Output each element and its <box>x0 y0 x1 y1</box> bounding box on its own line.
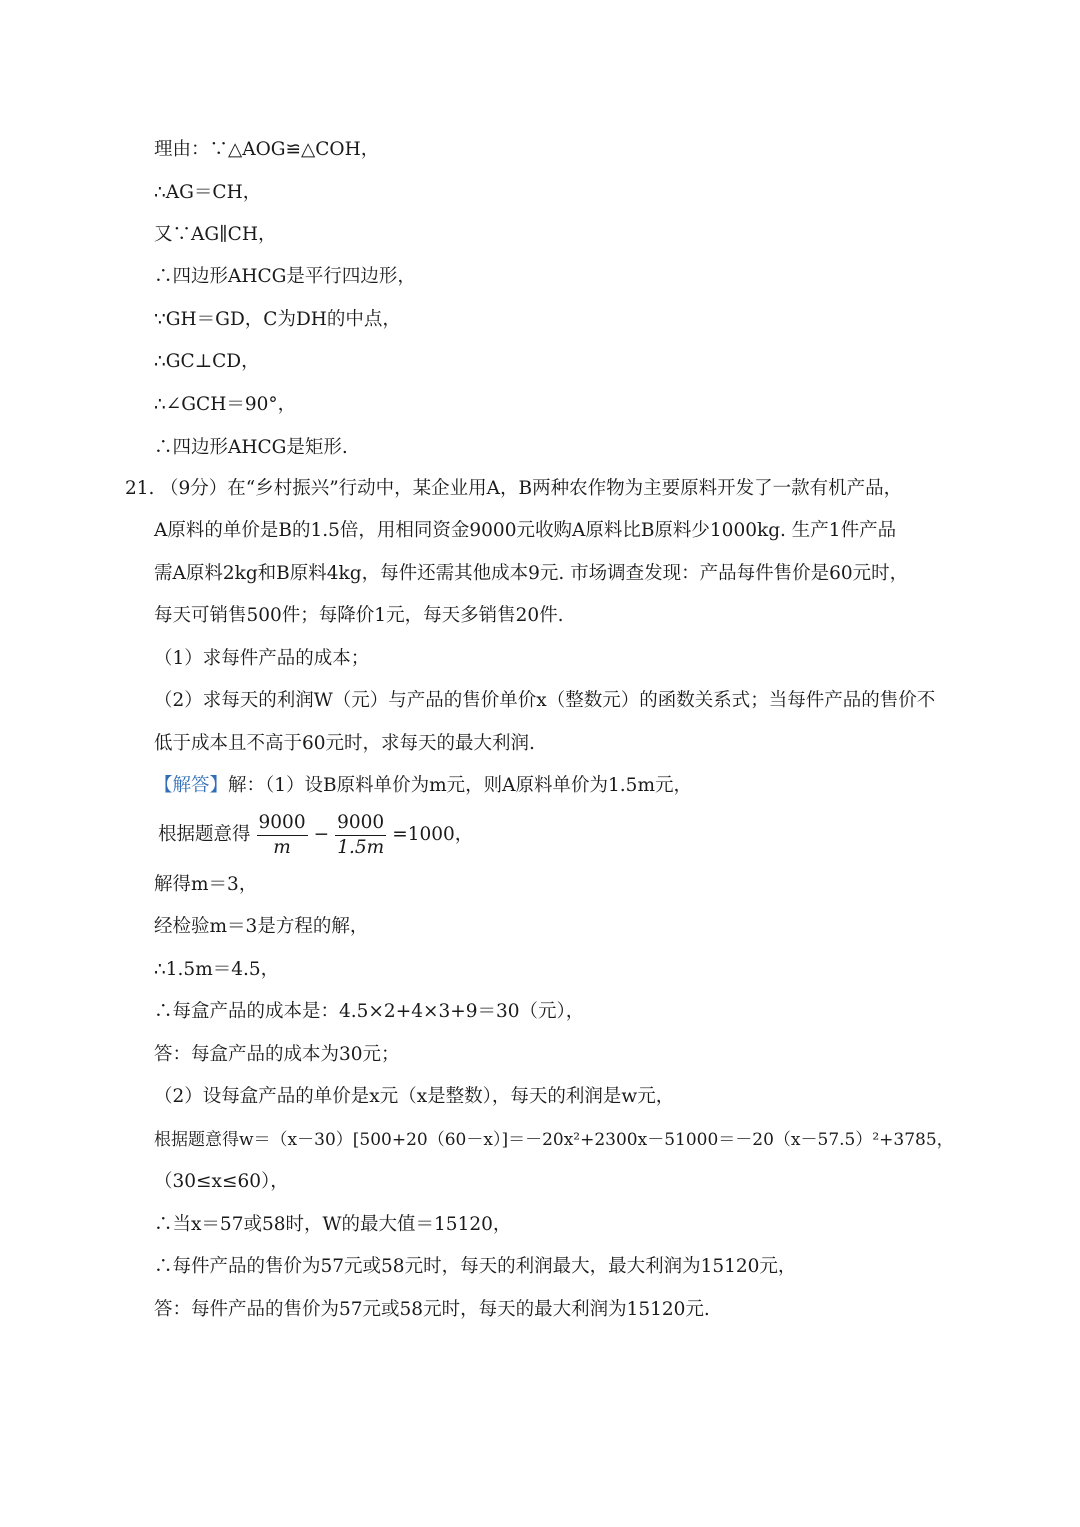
answer-line: ∴每件产品的售价为57元或58元时，每天的利润最大，最大利润为15120元， <box>154 1256 797 1277</box>
answer-line: （2）设每盒产品的单价是x元（x是整数），每天的利润是w元， <box>154 1086 675 1107</box>
equation-prefix: 根据题意得 <box>158 824 251 845</box>
answer-line: （30≤x≤60）， <box>154 1171 289 1192</box>
answer-first-line <box>154 773 692 799</box>
fraction-numerator: 9000 <box>335 811 386 836</box>
equation-suffix: =1000， <box>392 824 474 845</box>
answer-line: ∴当x＝57或58时，W的最大值＝15120， <box>154 1214 512 1235</box>
equation-line <box>154 810 477 860</box>
answer-text: 解：（1）设B原料单价为m元，则A原料单价为1.5m元， <box>228 775 692 796</box>
fraction-1 <box>257 811 308 860</box>
answer-line: 答：每件产品的售价为57元或58元时，每天的最大利润为15120元. <box>154 1299 710 1320</box>
fraction-denominator: m <box>273 836 291 858</box>
proof-line: ∴四边形AHCG是平行四边形， <box>154 266 416 287</box>
proof-line: ∴AG＝CH， <box>154 182 262 203</box>
question-part-2: 低于成本且不高于60元时，求每天的最大利润. <box>154 733 535 754</box>
proof-line: 又∵AG∥CH， <box>154 224 277 245</box>
answer-line: 根据题意得w＝（x－30）[500+20（60－x）]＝－20x²+2300x－51000＝－20（x－57.5）²+3785， <box>154 1130 954 1150</box>
question-line: 需A原料2kg和B原料4kg，每件还需其他成本9元. 市场调查发现：产品每件售价是60元时， <box>154 563 909 584</box>
question-line: 每天可销售500件；每降价1元，每天多销售20件. <box>154 605 564 626</box>
question-part-2: （2）求每天的利润W（元）与产品的售价单价x（整数元）的函数关系式；当每件产品的售价不 <box>154 690 936 711</box>
answer-line: ∴每盒产品的成本是：4.5×2+4×3+9＝30（元）， <box>154 1001 585 1022</box>
fraction-2 <box>335 811 386 860</box>
answer-line: 答：每盒产品的成本为30元； <box>154 1044 400 1065</box>
question-line: （9分）在“乡村振兴”行动中，某企业用A，B两种农作物为主要原料开发了一款有机产品， <box>160 478 903 499</box>
proof-line: ∴GC⊥CD， <box>154 351 260 372</box>
fraction-numerator: 9000 <box>257 811 308 836</box>
answer-line: 解得m＝3， <box>154 874 258 895</box>
answer-tag: 【解答】 <box>154 775 229 796</box>
question-number: 21. <box>125 478 155 499</box>
proof-line: 理由：∵△AOG≌△COH， <box>154 139 380 160</box>
answer-line: 经检验m＝3是方程的解， <box>154 916 369 937</box>
question-line: A原料的单价是B的1.5倍，用相同资金9000元收购A原料比B原料少1000kg. 生产1件产品 <box>154 520 897 541</box>
answer-line: ∴1.5m＝4.5， <box>154 959 280 980</box>
proof-line: ∴四边形AHCG是矩形. <box>154 437 348 458</box>
question-part-1: （1）求每件产品的成本； <box>154 648 370 669</box>
watermark <box>385 394 635 466</box>
proof-line: ∴∠GCH＝90°， <box>154 394 297 415</box>
fraction-denominator: 1.5m <box>337 836 385 858</box>
minus-sign: − <box>313 824 330 845</box>
proof-line: ∵GH＝GD，C为DH的中点， <box>154 309 401 330</box>
